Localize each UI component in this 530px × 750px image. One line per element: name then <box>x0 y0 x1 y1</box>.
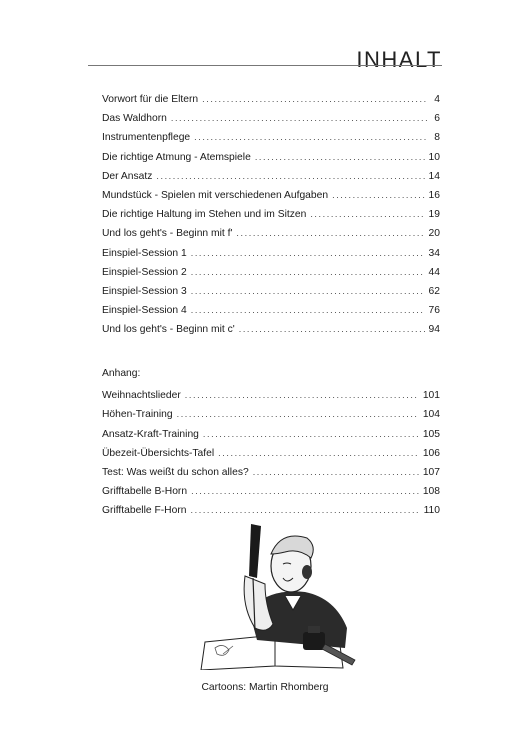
toc-entry-page: 110 <box>423 505 440 517</box>
toc-entry-page: 107 <box>422 466 440 478</box>
dot-leader <box>218 444 419 463</box>
toc-entry-page: 6 <box>434 113 440 125</box>
dot-leader <box>191 501 420 520</box>
toc-entry <box>102 224 440 243</box>
toc-entry-page: 106 <box>422 447 440 459</box>
toc-entry <box>102 244 440 263</box>
dot-leader <box>156 167 424 186</box>
toc-entry-page: 62 <box>428 285 440 297</box>
dot-leader <box>171 109 428 128</box>
toc-entry <box>102 386 440 405</box>
dot-leader <box>253 463 419 482</box>
dot-leader <box>203 425 419 444</box>
cartoon-illustration <box>187 520 363 670</box>
toc-entry <box>102 301 440 320</box>
dot-leader <box>255 148 425 167</box>
appendix-heading: Anhang: <box>102 368 141 379</box>
toc-entry-page: 10 <box>428 151 440 163</box>
toc-entry-page: 19 <box>428 209 440 221</box>
toc-entry-page: 105 <box>422 428 440 440</box>
table-of-contents <box>102 90 440 339</box>
toc-entry-title: Test: Was weißt du schon alles? <box>102 466 249 478</box>
toc-entry-title: Höhen-Training <box>102 409 173 421</box>
toc-entry-page: 14 <box>428 170 440 182</box>
toc-entry-title: Ansatz-Kraft-Training <box>102 428 199 440</box>
toc-entry-title: Weihnachtslieder <box>102 390 181 402</box>
toc-entry-page: 108 <box>422 486 440 498</box>
toc-entry <box>102 205 440 224</box>
toc-entry-title: Mundstück - Spielen mit verschiedenen Aufgaben <box>102 189 329 201</box>
toc-entry-title: Einspiel-Session 1 <box>102 247 187 259</box>
dot-leader <box>310 205 424 224</box>
dot-leader <box>332 186 424 205</box>
toc-entry-title: Übezeit-Übersichts-Tafel <box>102 447 215 459</box>
title-divider <box>88 65 442 66</box>
toc-entry-title: Einspiel-Session 2 <box>102 266 187 278</box>
toc-entry-title: Und los geht's - Beginn mit f' <box>102 228 233 240</box>
toc-entry-title: Die richtige Haltung im Stehen und im Sitzen <box>102 209 307 221</box>
toc-entry-title: Einspiel-Session 3 <box>102 285 187 297</box>
toc-entry <box>102 282 440 301</box>
dot-leader <box>239 320 425 339</box>
toc-entry-title: Der Ansatz <box>102 170 153 182</box>
dot-leader <box>177 405 419 424</box>
dot-leader <box>191 282 425 301</box>
dot-leader <box>185 386 419 405</box>
toc-entry-title: Und los geht's - Beginn mit c' <box>102 324 235 336</box>
toc-entry-page: 94 <box>428 324 440 336</box>
toc-entry-page: 8 <box>434 132 440 144</box>
toc-entry-title: Vorwort für die Eltern <box>102 94 199 105</box>
toc-entry <box>102 109 440 128</box>
toc-entry <box>102 405 440 424</box>
toc-entry-title: Grifftabelle B-Horn <box>102 486 188 498</box>
toc-entry <box>102 128 440 147</box>
toc-entry <box>102 482 440 501</box>
toc-entry <box>102 463 440 482</box>
dot-leader <box>191 263 425 282</box>
toc-entry-page: 101 <box>422 390 440 402</box>
dot-leader <box>236 224 424 243</box>
toc-entry-title: Die richtige Atmung - Atemspiele <box>102 151 251 163</box>
toc-entry-page: 104 <box>422 409 440 421</box>
toc-entry <box>102 425 440 444</box>
dot-leader <box>202 90 428 109</box>
dot-leader <box>191 482 419 501</box>
toc-entry-title: Einspiel-Session 4 <box>102 305 187 317</box>
toc-entry <box>102 263 440 282</box>
toc-entry-page: 4 <box>434 94 440 105</box>
toc-entry <box>102 167 440 186</box>
toc-entry-title: Das Waldhorn <box>102 113 167 125</box>
dot-leader <box>191 244 425 263</box>
toc-entry <box>102 148 440 167</box>
toc-entry <box>102 186 440 205</box>
appendix-section <box>102 364 440 521</box>
toc-entry-page: 76 <box>428 305 440 317</box>
toc-entry-page: 44 <box>428 266 440 278</box>
head-icon <box>271 536 313 592</box>
toc-entry-page: 34 <box>428 247 440 259</box>
toc-entry-page: 20 <box>428 228 440 240</box>
toc-entry-title: Grifftabelle F-Horn <box>102 505 187 517</box>
toc-entry <box>102 444 440 463</box>
page-title: INHALT <box>356 46 442 72</box>
caption: Cartoons: Martin Rhomberg <box>201 682 329 693</box>
appendix-list <box>102 386 440 520</box>
dot-leader <box>191 301 425 320</box>
toc-entry <box>102 320 440 339</box>
toc-entry <box>102 501 440 520</box>
dot-leader <box>194 128 428 147</box>
toc-entry-title: Instrumentenpflege <box>102 132 191 144</box>
toc-entry-page: 16 <box>428 189 440 201</box>
toc-entry <box>102 90 440 109</box>
